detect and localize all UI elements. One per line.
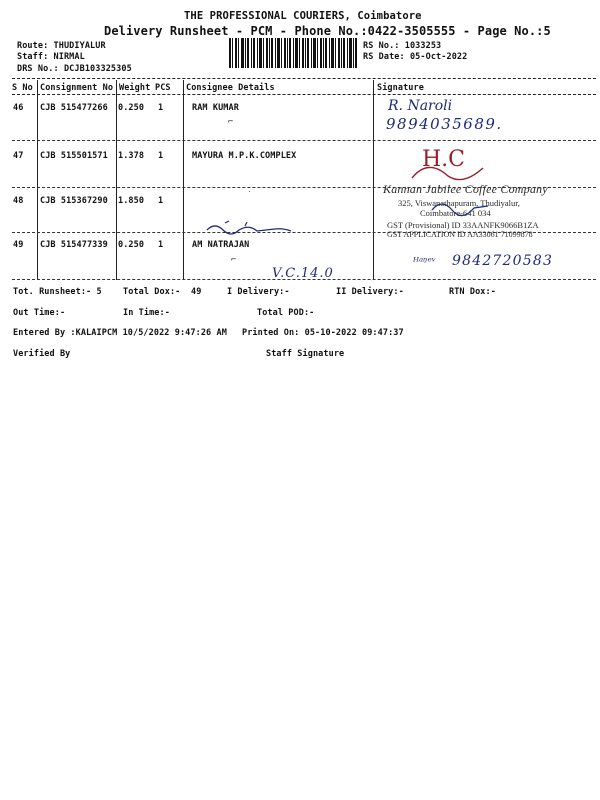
row-49-handwritten-note: V.C.14.0: [272, 266, 334, 281]
route-label: Route: THUDIYALUR: [17, 41, 106, 51]
row-49-sno: 49: [13, 240, 24, 250]
staff-signature: Staff Signature: [266, 349, 345, 359]
col-pcs: PCS: [155, 83, 171, 93]
row-47-consignee: MAYURA M.P.K.COMPLEX: [192, 151, 297, 161]
row-48-weight: 1.850: [118, 196, 145, 206]
col-sno: S No: [12, 83, 33, 93]
pen-mark: ⌐: [231, 255, 237, 265]
row-47-weight: 1.378: [118, 151, 145, 161]
company-name: THE PROFESSIONAL COURIERS, Coimbatore: [184, 10, 422, 22]
col-separator: [116, 80, 117, 280]
drs-number: DRS No.: DCJB103325305: [17, 64, 132, 74]
col-separator: [373, 80, 374, 280]
row-46-signature-phone: 9894035689.: [386, 115, 503, 133]
row-46-signature-name: R. Naroli: [388, 98, 453, 114]
row-divider: [12, 140, 596, 141]
page-title: Delivery Runsheet - PCM - Phone No.:0422-3505555 - Page No.:5: [104, 24, 551, 38]
in-time-label: In Time:-: [123, 308, 170, 318]
row-46-consignee: RAM KUMAR: [192, 103, 239, 113]
row-48-sno: 48: [13, 196, 24, 206]
header-divider-top: [12, 78, 596, 79]
row-48-consignment: CJB 515367290: [40, 196, 108, 206]
col-signature: Signature: [377, 83, 424, 93]
verified-by: Verified By: [13, 349, 71, 359]
row-49-consignee: AM NATRAJAN: [192, 240, 250, 250]
stamp-line-5: GST APPLICATION ID AA33061 71099878: [387, 230, 533, 239]
stamp-signature-scribble: [430, 196, 490, 216]
rtn-dox-label: RTN Dox:-: [449, 287, 496, 297]
total-dox-label: Total Dox:-: [123, 287, 181, 297]
col-consignment: Consignment No: [40, 83, 114, 93]
row-48-pcs: 1: [158, 196, 164, 206]
total-dox-value: 49: [191, 287, 202, 297]
rs-date: RS Date: 05-Oct-2022: [363, 52, 468, 62]
row-49-signature-phone: 9842720583: [452, 253, 554, 269]
printed-on: Printed On: 05-10-2022 09:47:37: [242, 328, 404, 338]
pen-mark: ⌐: [228, 117, 234, 127]
row-46-weight: 0.250: [118, 103, 145, 113]
total-pod-label: Total POD:-: [257, 308, 315, 318]
col-separator: [37, 80, 38, 280]
stamp-line-3: Coimbatore-641 034: [420, 208, 491, 218]
col-separator: [183, 80, 184, 280]
row-47-signature-mark: H.C: [422, 147, 466, 172]
header-divider-bottom: [12, 94, 596, 95]
staff-label: Staff: NIRMAL: [17, 52, 85, 62]
row-49-weight: 0.250: [118, 240, 145, 250]
row-47-pcs: 1: [158, 151, 164, 161]
barcode-icon: [229, 38, 357, 68]
row-46-pcs: 1: [158, 103, 164, 113]
pen-mark: ˙: [247, 191, 253, 201]
row-49-consignment: CJB 515477339: [40, 240, 108, 250]
col-weight: Weight: [119, 83, 151, 93]
i-delivery-label: I Delivery:-: [227, 287, 290, 297]
out-time-label: Out Time:-: [13, 308, 66, 318]
stamp-line-4: GST (Provisional) ID 33AANFK9066B1ZA: [387, 220, 539, 230]
total-runsheet: Tot. Runsheet:- 5: [13, 287, 102, 297]
row-49-pcs: 1: [158, 240, 164, 250]
col-consignee: Consignee Details: [186, 83, 275, 93]
ii-delivery-label: II Delivery:-: [336, 287, 404, 297]
row-47-consignment: CJB 515501571: [40, 151, 108, 161]
row-49-signature-scribble: ᴴᵃᵑᵉᵛ: [413, 255, 436, 268]
entered-by: Entered By :KALAIPCM 10/5/2022 9:47:26 AM: [13, 328, 227, 338]
signature-scribble: [205, 218, 295, 238]
rs-number: RS No.: 1033253: [363, 41, 442, 51]
row-46-consignment: CJB 515477266: [40, 103, 108, 113]
stamp-line-2: 325, Viswanathapuram, Thudiyalur,: [398, 198, 520, 208]
stamp-line-1: Kannan Jubilee Coffee Company: [383, 182, 548, 196]
row-46-sno: 46: [13, 103, 24, 113]
row-47-sno: 47: [13, 151, 24, 161]
